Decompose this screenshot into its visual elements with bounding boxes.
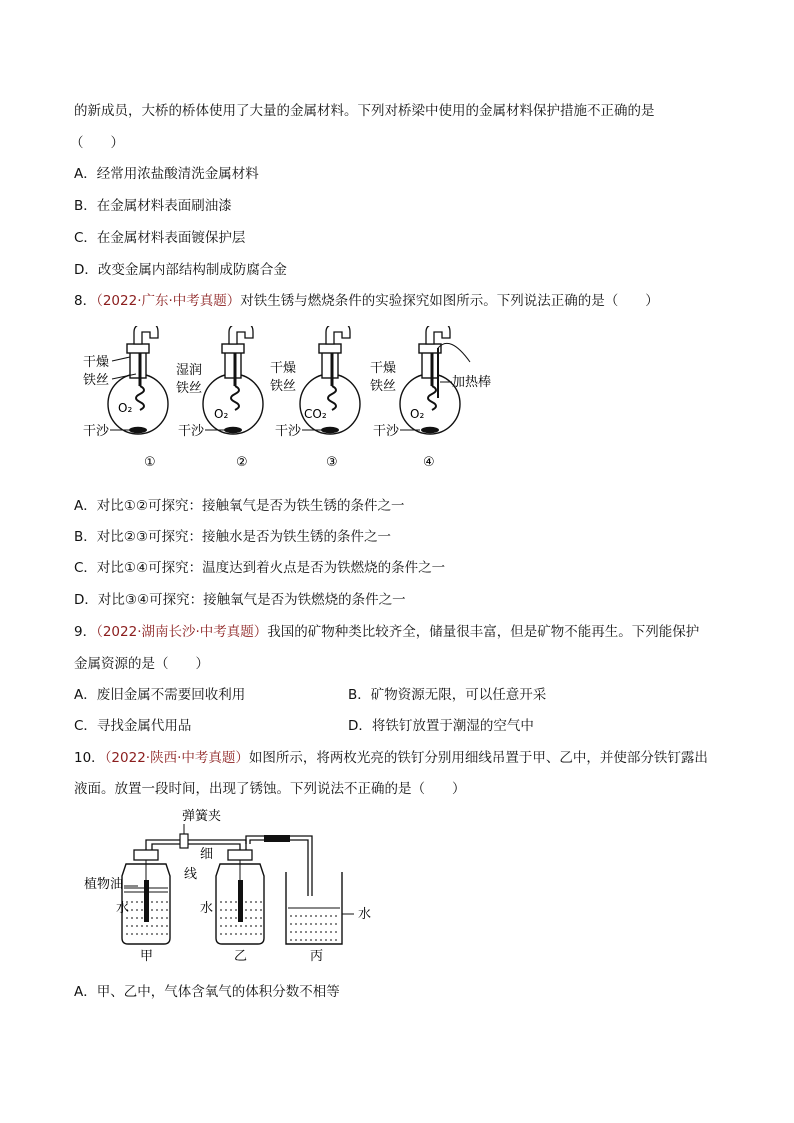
q10-stem-text: 如图所示，将两枚光亮的铁钉分别用细线吊置于甲、乙中，并使部分铁钉露出 xyxy=(248,750,708,766)
q8-stem xyxy=(74,291,659,311)
water-label-3: 水 xyxy=(358,907,372,922)
q8-source: （2022·广东·中考真题） xyxy=(96,293,241,309)
f3-wire-label: 铁丝 xyxy=(270,379,297,394)
q8-option-b: B．对比②③可探究：接触水是否为铁生锈的条件之一 xyxy=(74,529,391,545)
q9-source: （2022·湖南长沙·中考真题） xyxy=(96,624,268,640)
f3-co2-label: CO₂ xyxy=(304,407,327,421)
f4-sand-label: 干沙 xyxy=(373,424,400,439)
q10-stem-line2: 液面。放置一段时间，出现了锈蚀。下列说法不正确的是（ ） xyxy=(74,781,466,797)
q8-option-c: C．对比①④可探究：温度达到着火点是否为铁燃烧的条件之一 xyxy=(74,560,446,576)
q7-option-b: B．在金属材料表面刷油漆 xyxy=(74,198,232,214)
f2-wire-label: 铁丝 xyxy=(176,381,203,396)
q8-stem-text: 对铁生锈与燃烧条件的实验探究如图所示。下列说法正确的是（ ） xyxy=(240,293,659,309)
q7-answer-bracket: （ ） xyxy=(70,135,124,151)
caption-1: ① xyxy=(144,455,156,470)
clip-label: 弹簧夹 xyxy=(182,809,222,824)
caption-4: ④ xyxy=(423,455,435,470)
q10-number: 10． xyxy=(74,750,105,766)
q8-option-a: A．对比①②可探究：接触氧气是否为铁生锈的条件之一 xyxy=(74,498,405,514)
water-label-2: 水 xyxy=(200,901,214,916)
q7-option-c: C．在金属材料表面镀保护层 xyxy=(74,230,246,246)
oil-label: 植物油 xyxy=(84,877,124,892)
caption-3: ③ xyxy=(326,455,338,470)
f2-wet-label: 湿润 xyxy=(176,363,203,378)
q9-stem-text: 我国的矿物种类比较齐全，储量很丰富，但是矿物不能再生。下列能保护 xyxy=(267,624,700,640)
q7-stem-line: 的新成员，大桥的桥体使用了大量的金属材料。下列对桥梁中使用的金属材料保护措施不正确的是 xyxy=(74,103,655,119)
f2-sand-label: 干沙 xyxy=(178,424,205,439)
f1-dry-label: 干燥 xyxy=(83,355,110,370)
f1-sand-label: 干沙 xyxy=(83,424,110,439)
caption-2: ② xyxy=(236,455,248,470)
f1-o2-label: O₂ xyxy=(118,401,133,415)
q8-number: 8． xyxy=(74,293,97,309)
q8-figure-flasks xyxy=(78,326,518,476)
q10-stem xyxy=(74,748,708,768)
f4-dry-label: 干燥 xyxy=(370,361,397,376)
q9-option-c: C．寻找金属代用品 xyxy=(74,718,192,734)
thread-label: 线 xyxy=(184,867,198,882)
q7-option-a: A．经常用浓盐酸清洗金属材料 xyxy=(74,166,259,182)
q9-option-d: D．将铁钉放置于潮湿的空气中 xyxy=(348,718,534,734)
q9-number: 9． xyxy=(74,624,97,640)
f2-o2-label: O₂ xyxy=(214,407,229,421)
q9-option-a: A．废旧金属不需要回收利用 xyxy=(74,687,246,703)
thin-label: 细 xyxy=(200,847,214,862)
caption-bing: 丙 xyxy=(310,949,324,964)
f4-wire-label: 铁丝 xyxy=(370,379,397,394)
q10-source: （2022·陕西·中考真题） xyxy=(104,750,249,766)
f4-rod-label: 加热棒 xyxy=(452,375,492,390)
f1-wire-label: 铁丝 xyxy=(83,373,110,388)
q9-stem xyxy=(74,622,699,642)
q7-option-d: D．改变金属内部结构制成防腐合金 xyxy=(74,262,287,278)
caption-jia: 甲 xyxy=(140,949,154,964)
f3-sand-label: 干沙 xyxy=(275,424,302,439)
caption-yi: 乙 xyxy=(234,949,248,964)
q10-option-a: A．甲、乙中，气体含氧气的体积分数不相等 xyxy=(74,984,340,1000)
q10-figure-bottles xyxy=(78,806,398,966)
q9-stem-line2: 金属资源的是（ ） xyxy=(74,656,209,672)
q8-option-d: D．对比③④可探究：接触氧气是否为铁燃烧的条件之一 xyxy=(74,592,406,608)
f4-o2-label: O₂ xyxy=(410,407,425,421)
f3-dry-label: 干燥 xyxy=(270,361,297,376)
water-label-1: 水 xyxy=(116,901,130,916)
q9-option-b: B．矿物资源无限，可以任意开采 xyxy=(348,687,547,703)
